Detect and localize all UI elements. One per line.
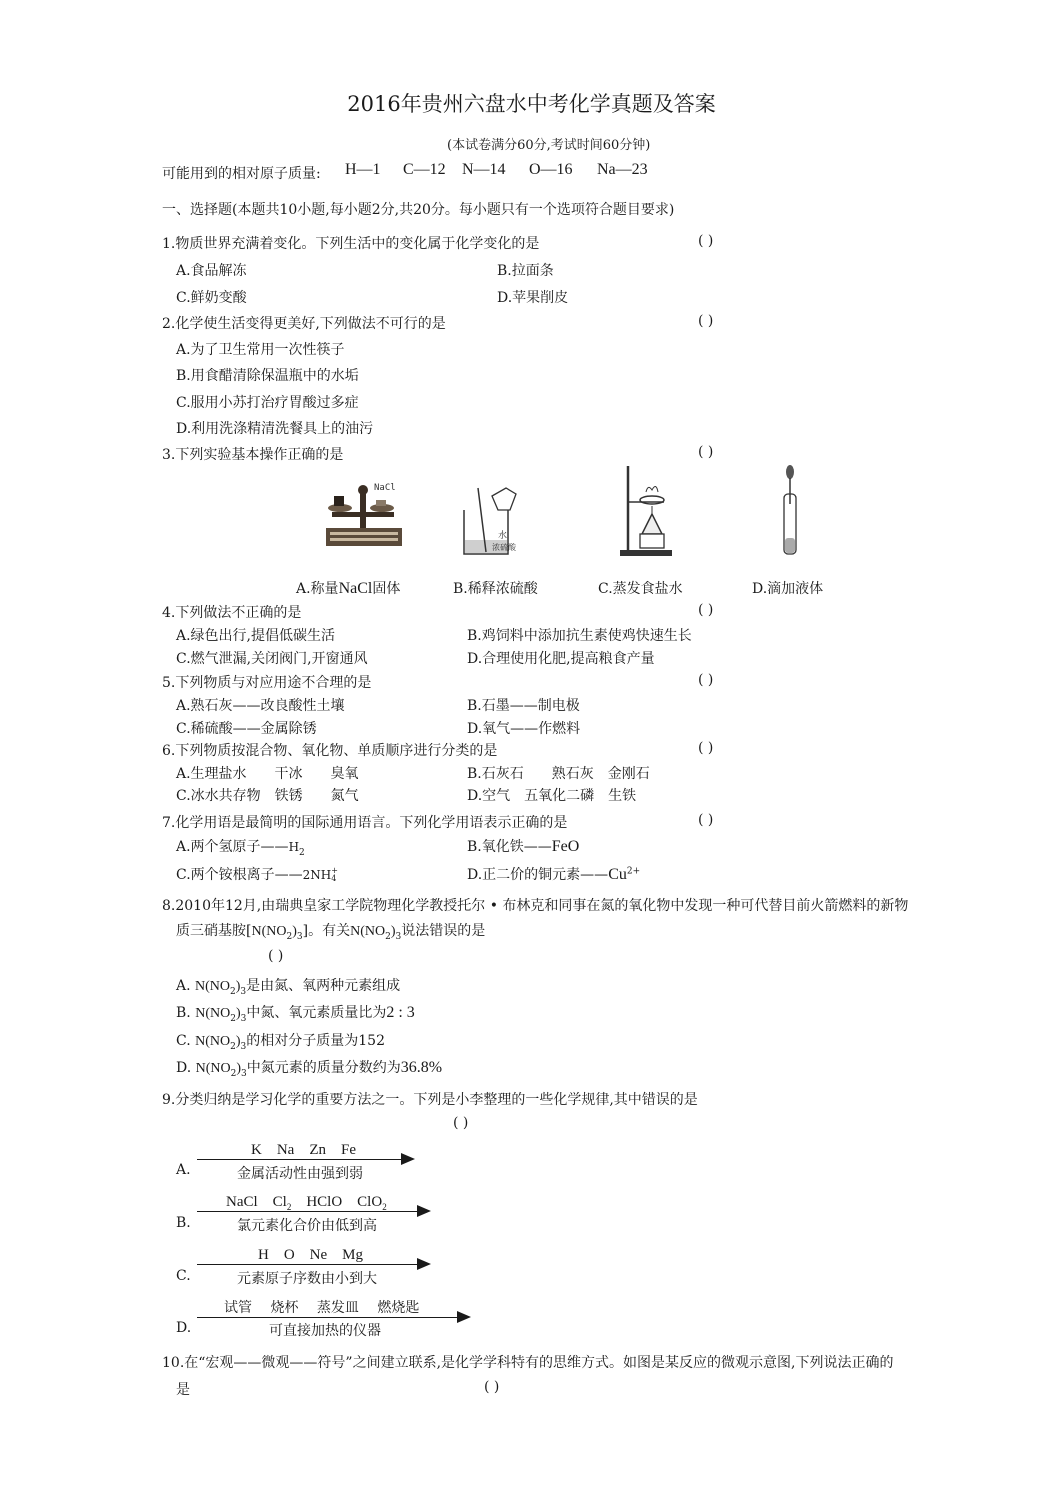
q9-stem: 9.分类归纳是学习化学的重要方法之一。下列是小李整理的一些化学规律,其中错误的是 xyxy=(162,1092,698,1108)
q9-c-over: H O Ne Mg xyxy=(258,1247,363,1263)
q8-formula-2-sub2: 2 xyxy=(385,931,391,942)
q8-stem-line2 xyxy=(176,920,485,942)
exam-info: (本试卷满分60分,考试时间60分钟) xyxy=(447,138,651,153)
q8-option-a: A. $N(NO_2)_3$是由氮、氧两种元素组成 xyxy=(176,978,401,997)
q8-formula-2: N(NO xyxy=(350,924,386,939)
atomic-mass-label: 可能用到的相对原子质量: xyxy=(162,166,321,182)
q9-option-c-letter: C. xyxy=(176,1268,191,1284)
q9-c-under: 元素原子序数由小到大 xyxy=(237,1271,377,1287)
q9-d-arrow-head xyxy=(457,1311,471,1323)
q10-stem-line1: 10.在“宏观——微观——符号”之间建立联系,是化学学科特有的思维方式。如图是某反应的微观示意图,下列说法正确的 xyxy=(162,1355,894,1371)
q9-c-arrow-head xyxy=(417,1258,431,1270)
q9-d-under: 可直接加热的仪器 xyxy=(269,1323,381,1339)
q4-answer-blank: ( ) xyxy=(698,602,714,618)
q7-option-c-sup: + xyxy=(331,866,338,875)
q3-option-a-suffix: 固体 xyxy=(372,581,401,597)
q8-option-b: B. $N(NO_2)_3$中氮、氧元素质量比为2 : 3 xyxy=(176,1004,415,1024)
q9-b-under: 氯元素化合价由低到高 xyxy=(237,1218,377,1234)
q7-option-c xyxy=(176,864,338,884)
atomic-mass-n: N—14 xyxy=(462,161,506,178)
q9-a-arrow-line xyxy=(197,1159,403,1160)
q8-stem-suffix: 说法错误的是 xyxy=(401,923,486,939)
q8-option-c: C. $N(NO_2)_3$的相对分子质量为152 xyxy=(176,1033,385,1052)
q9-d-arrow-line xyxy=(197,1317,459,1318)
q9-b-over: NaCl $Cl_2$ HClO ClO$_2$ xyxy=(226,1194,387,1212)
q8-formula-1-close: ) xyxy=(292,924,297,939)
q8-c-close: ) xyxy=(235,1034,241,1049)
image-label-nacl: NaCl xyxy=(374,483,396,493)
evaporation-image xyxy=(618,462,674,558)
q9-option-a-letter: A. xyxy=(176,1162,191,1178)
q7-option-c-prefix: C.两个铵根离子—— xyxy=(176,867,303,883)
q8-stem-prefix: 质三硝基胺[ xyxy=(176,923,252,939)
q2-option-a: A.为了卫生常用一次性筷子 xyxy=(176,342,345,358)
q2-answer-blank: ( ) xyxy=(698,313,714,329)
q7-option-b-chem: FeO xyxy=(551,838,580,855)
q7-option-a xyxy=(176,836,305,858)
q8-d-formula: N(NO xyxy=(195,1061,231,1076)
q6-stem: 6.下列物质按混合物、氧化物、单质顺序进行分类的是 xyxy=(162,743,498,759)
q8-formula-2-close: ) xyxy=(390,924,396,939)
q8-formula-1-sub3: 3 xyxy=(296,931,303,942)
q4-stem: 4.下列做法不正确的是 xyxy=(162,605,302,621)
q7-option-d-sup: 2+ xyxy=(626,866,641,877)
q3-option-a-chem: NaCl xyxy=(338,580,373,597)
q8-c-sub3: 3 xyxy=(240,1041,247,1052)
q5-option-c: C.稀硫酸——金属除锈 xyxy=(176,721,317,737)
atomic-mass-na: Na—23 xyxy=(597,161,648,178)
q9-a-over: K Na Zn Fe xyxy=(251,1142,356,1158)
q7-option-c-chem: 2NH xyxy=(302,868,332,882)
q8-b-sub2: 2 xyxy=(230,1013,236,1024)
q9-a-under: 金属活动性由强到弱 xyxy=(237,1166,363,1182)
q8-b-sub3: 3 xyxy=(240,1013,247,1024)
q8-d-value: 36.8% xyxy=(400,1059,443,1076)
q6-option-a: A.生理盐水 干冰 臭氧 xyxy=(176,766,359,782)
q1-stem: 1.物质世界充满着变化。下列生活中的变化属于化学变化的是 xyxy=(162,236,540,252)
q4-option-c: C.燃气泄漏,关闭阀门,开窗通风 xyxy=(176,651,368,667)
q8-b-formula: N(NO xyxy=(195,1006,231,1021)
q2-option-d: D.利用洗涤精清洗餐具上的油污 xyxy=(176,421,374,437)
image-label-acid: 浓硫酸 xyxy=(492,543,516,552)
q1-option-a: A.食品解冻 xyxy=(176,263,247,279)
q5-option-d: D.氧气——作燃料 xyxy=(467,721,581,737)
section-heading: 一、选择题(本题共10小题,每小题2分,共20分。每小题只有一个选项符合题目要求) xyxy=(162,202,675,218)
q2-option-c: C.服用小苏打治疗胃酸过多症 xyxy=(176,395,359,411)
balance-scale-image xyxy=(324,478,406,550)
q3-option-a-prefix: A.称量 xyxy=(296,581,339,597)
q5-answer-blank: ( ) xyxy=(698,672,714,688)
q6-answer-blank: ( ) xyxy=(698,740,714,756)
q7-option-b-prefix: B.氧化铁—— xyxy=(467,839,552,855)
q7-option-a-sub: 2 xyxy=(299,847,305,858)
q8-c-text: 的相对分子质量为152 xyxy=(246,1033,385,1049)
q4-option-a: A.绿色出行,提倡低碳生活 xyxy=(176,628,336,644)
q8-a-formula: N(NO xyxy=(195,979,231,994)
q6-option-b: B.石灰石 熟石灰 金刚石 xyxy=(467,766,650,782)
dropper-image xyxy=(778,464,802,558)
q8-d-sub2: 2 xyxy=(230,1068,237,1079)
q8-b-ratio: 2 : 3 xyxy=(386,1004,415,1021)
q7-option-d-chem: Cu xyxy=(608,866,627,883)
q8-option-d: D. $N(NO_2)_3$中氮元素的质量分数约为36.8% xyxy=(176,1059,443,1079)
q8-c-sub2: 2 xyxy=(230,1041,236,1052)
q8-stem-middle: ]。有关 xyxy=(302,923,351,939)
q8-answer-blank: ( ) xyxy=(268,948,284,964)
q8-a-sub2: 2 xyxy=(230,986,236,997)
q9-d-over: 试管 烧杯 蒸发皿 燃烧匙 xyxy=(224,1300,420,1316)
q5-stem: 5.下列物质与对应用途不合理的是 xyxy=(162,675,372,691)
q4-option-b: B.鸡饲料中添加抗生素使鸡快速生长 xyxy=(467,628,692,644)
q3-stem: 3.下列实验基本操作正确的是 xyxy=(162,447,344,463)
q8-c-formula: N(NO xyxy=(195,1034,231,1049)
q2-stem: 2.化学使生活变得更美好,下列做法不可行的是 xyxy=(162,316,446,332)
q8-d-close: ) xyxy=(236,1061,242,1076)
q3-option-c: C.蒸发食盐水 xyxy=(598,581,683,597)
q8-b-text: 中氮、氧元素质量比为 xyxy=(246,1005,387,1021)
beaker-dilution-image xyxy=(458,482,524,558)
q1-option-b: B.拉面条 xyxy=(497,263,554,279)
q7-option-c-sub: 4 xyxy=(331,874,337,883)
q9-a-arrow-head xyxy=(401,1153,415,1165)
q5-option-b: B.石墨——制电极 xyxy=(467,698,580,714)
q7-answer-blank: ( ) xyxy=(698,812,714,828)
q9-b-arrow-head xyxy=(417,1205,431,1217)
q8-a-text: 是由氮、氧两种元素组成 xyxy=(246,978,401,994)
q6-option-c: C.冰水共存物 铁锈 氮气 xyxy=(176,788,359,804)
image-label-water: 水 xyxy=(498,531,508,541)
q6-option-d: D.空气 五氧化二磷 生铁 xyxy=(467,788,637,804)
atomic-mass-o: O—16 xyxy=(529,161,573,178)
q3-answer-blank: ( ) xyxy=(698,444,714,460)
q3-option-a xyxy=(296,578,400,598)
q1-answer-blank: ( ) xyxy=(698,233,714,249)
q9-option-d-letter: D. xyxy=(176,1320,192,1336)
q8-stem-line1: 8.2010年12月,由瑞典皇家工学院物理化学教授托尔 • 布林克和同事在氮的氧化物中发现一种可代替目前火箭燃料的新物 xyxy=(162,898,909,914)
q9-option-b-letter: B. xyxy=(176,1215,191,1231)
q8-formula-1-sub2: 2 xyxy=(286,931,293,942)
q7-option-d-prefix: D.正二价的铜元素—— xyxy=(467,867,609,883)
q8-formula-2-sub3: 3 xyxy=(395,931,402,942)
q3-option-d: D.滴加液体 xyxy=(752,581,824,597)
q7-option-d xyxy=(467,864,640,884)
q9-c-arrow-line xyxy=(197,1264,419,1265)
q8-a-close: ) xyxy=(235,979,241,994)
atomic-mass-h: H—1 xyxy=(345,161,381,178)
page-title: 2016年贵州六盘水中考化学真题及答案 xyxy=(347,92,716,116)
q3-option-b: B.稀释浓硫酸 xyxy=(453,581,538,597)
q2-option-b: B.用食醋清除保温瓶中的水垢 xyxy=(176,368,359,384)
q8-d-sub3: 3 xyxy=(241,1068,247,1079)
q8-d-text: 中氮元素的质量分数约为 xyxy=(246,1060,401,1076)
q5-option-a: A.熟石灰——改良酸性土壤 xyxy=(176,698,345,714)
q9-b-arrow-line xyxy=(197,1211,419,1212)
q10-stem-line2: 是 xyxy=(176,1382,190,1398)
q4-option-d: D.合理使用化肥,提高粮食产量 xyxy=(467,651,655,667)
q8-a-sub3: 3 xyxy=(240,986,247,997)
atomic-mass-c: C—12 xyxy=(403,161,446,178)
q7-option-a-prefix: A.两个氢原子—— xyxy=(176,839,289,855)
q8-formula-1: N(NO xyxy=(251,924,287,939)
q1-option-c: C.鲜奶变酸 xyxy=(176,290,247,306)
q7-option-a-chem: H xyxy=(288,840,300,854)
q1-option-d: D.苹果削皮 xyxy=(497,290,569,306)
q7-option-b xyxy=(467,836,579,856)
q7-stem: 7.化学用语是最简明的国际通用语言。下列化学用语表示正确的是 xyxy=(162,815,568,831)
q8-b-close: ) xyxy=(235,1006,241,1021)
q9-answer-blank: ( ) xyxy=(453,1115,469,1131)
q10-answer-blank: ( ) xyxy=(484,1379,500,1395)
